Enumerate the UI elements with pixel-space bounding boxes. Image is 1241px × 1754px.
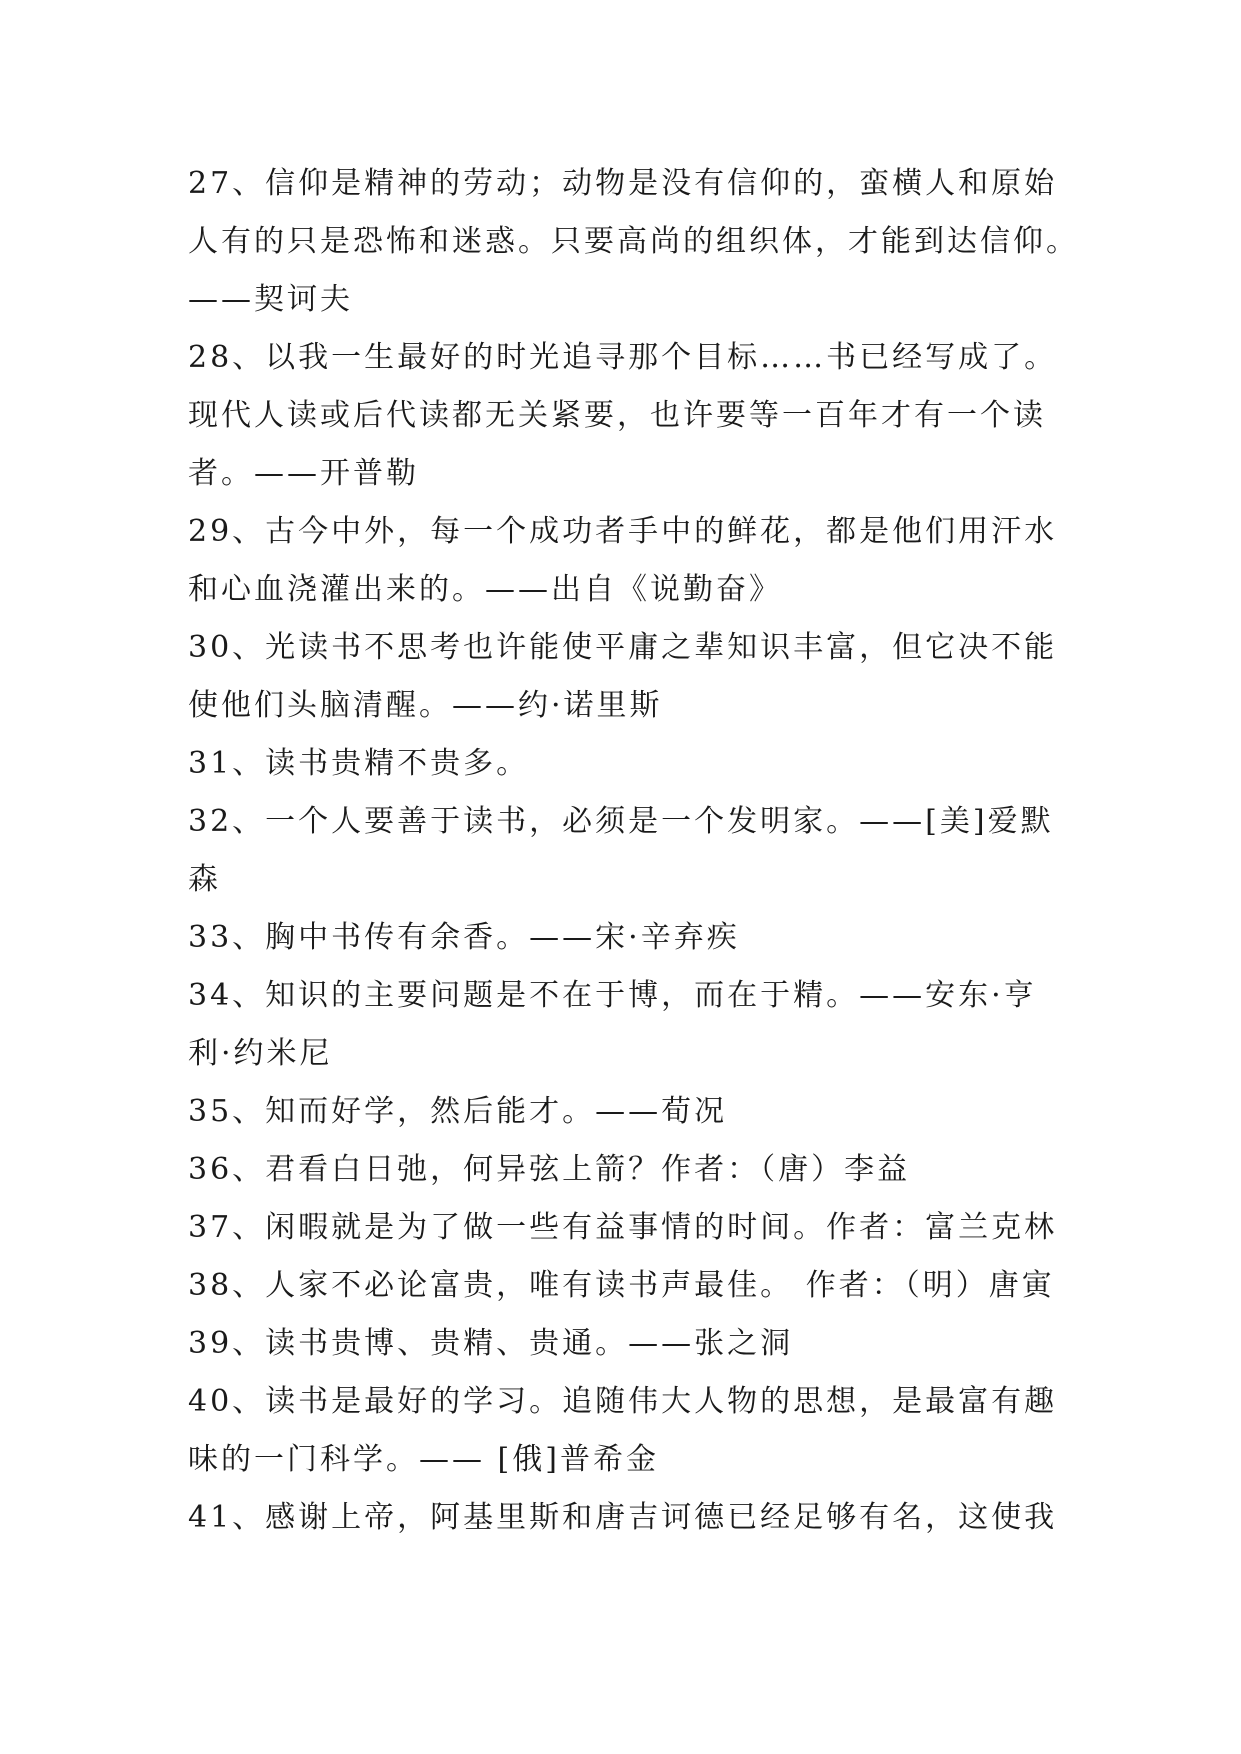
text-line: 味的一门科学。—— [俄]普希金 <box>188 1442 659 1477</box>
text-line: 人有的只是恐怖和迷惑。只要高尚的组织体，才能到达信仰。 <box>188 224 1079 259</box>
text-line: 利·约米尼 <box>188 1036 333 1071</box>
text-line: 30、光读书不思考也许能使平庸之辈知识丰富，但它决不能 <box>188 630 1058 665</box>
text-line: 使他们头脑清醒。——约·诺里斯 <box>188 688 663 723</box>
text-line: 35、知而好学，然后能才。——荀况 <box>188 1094 728 1129</box>
text-line: 40、读书是最好的学习。追随伟大人物的思想，是最富有趣 <box>188 1384 1058 1419</box>
text-line: 37、闲暇就是为了做一些有益事情的时间。作者：富兰克林 <box>188 1210 1058 1245</box>
text-line: 29、古今中外，每一个成功者手中的鲜花，都是他们用汗水 <box>188 514 1058 549</box>
text-line: 现代人读或后代读都无关紧要，也许要等一百年才有一个读 <box>188 398 1046 433</box>
text-line: 34、知识的主要问题是不在于博，而在于精。——安东·亨 <box>188 978 1037 1013</box>
text-line: 和心血浇灌出来的。——出自《说勤奋》 <box>188 572 782 607</box>
text-line: 38、人家不必论富贵，唯有读书声最佳。 作者：（明）唐寅 <box>188 1268 1055 1303</box>
text-line: 28、以我一生最好的时光追寻那个目标……书已经写成了。 <box>188 340 1058 375</box>
text-line: 森 <box>188 862 221 897</box>
text-line: 39、读书贵博、贵精、贵通。——张之洞 <box>188 1326 794 1361</box>
text-line: 32、一个人要善于读书，必须是一个发明家。——[美]爱默 <box>188 804 1054 839</box>
text-line: 27、信仰是精神的劳动；动物是没有信仰的，蛮横人和原始 <box>188 166 1058 201</box>
text-line: 31、读书贵精不贵多。 <box>188 746 530 781</box>
text-line: 33、胸中书传有余香。——宋·辛弃疾 <box>188 920 740 955</box>
text-line: 者。——开普勒 <box>188 456 419 491</box>
quote-list <box>188 155 1079 1547</box>
text-line: 36、君看白日弛，何异弦上箭？作者：（唐）李益 <box>188 1152 911 1187</box>
text-line: 41、感谢上帝，阿基里斯和唐吉诃德已经足够有名，这使我 <box>188 1500 1058 1535</box>
text-line: ——契诃夫 <box>188 282 353 317</box>
